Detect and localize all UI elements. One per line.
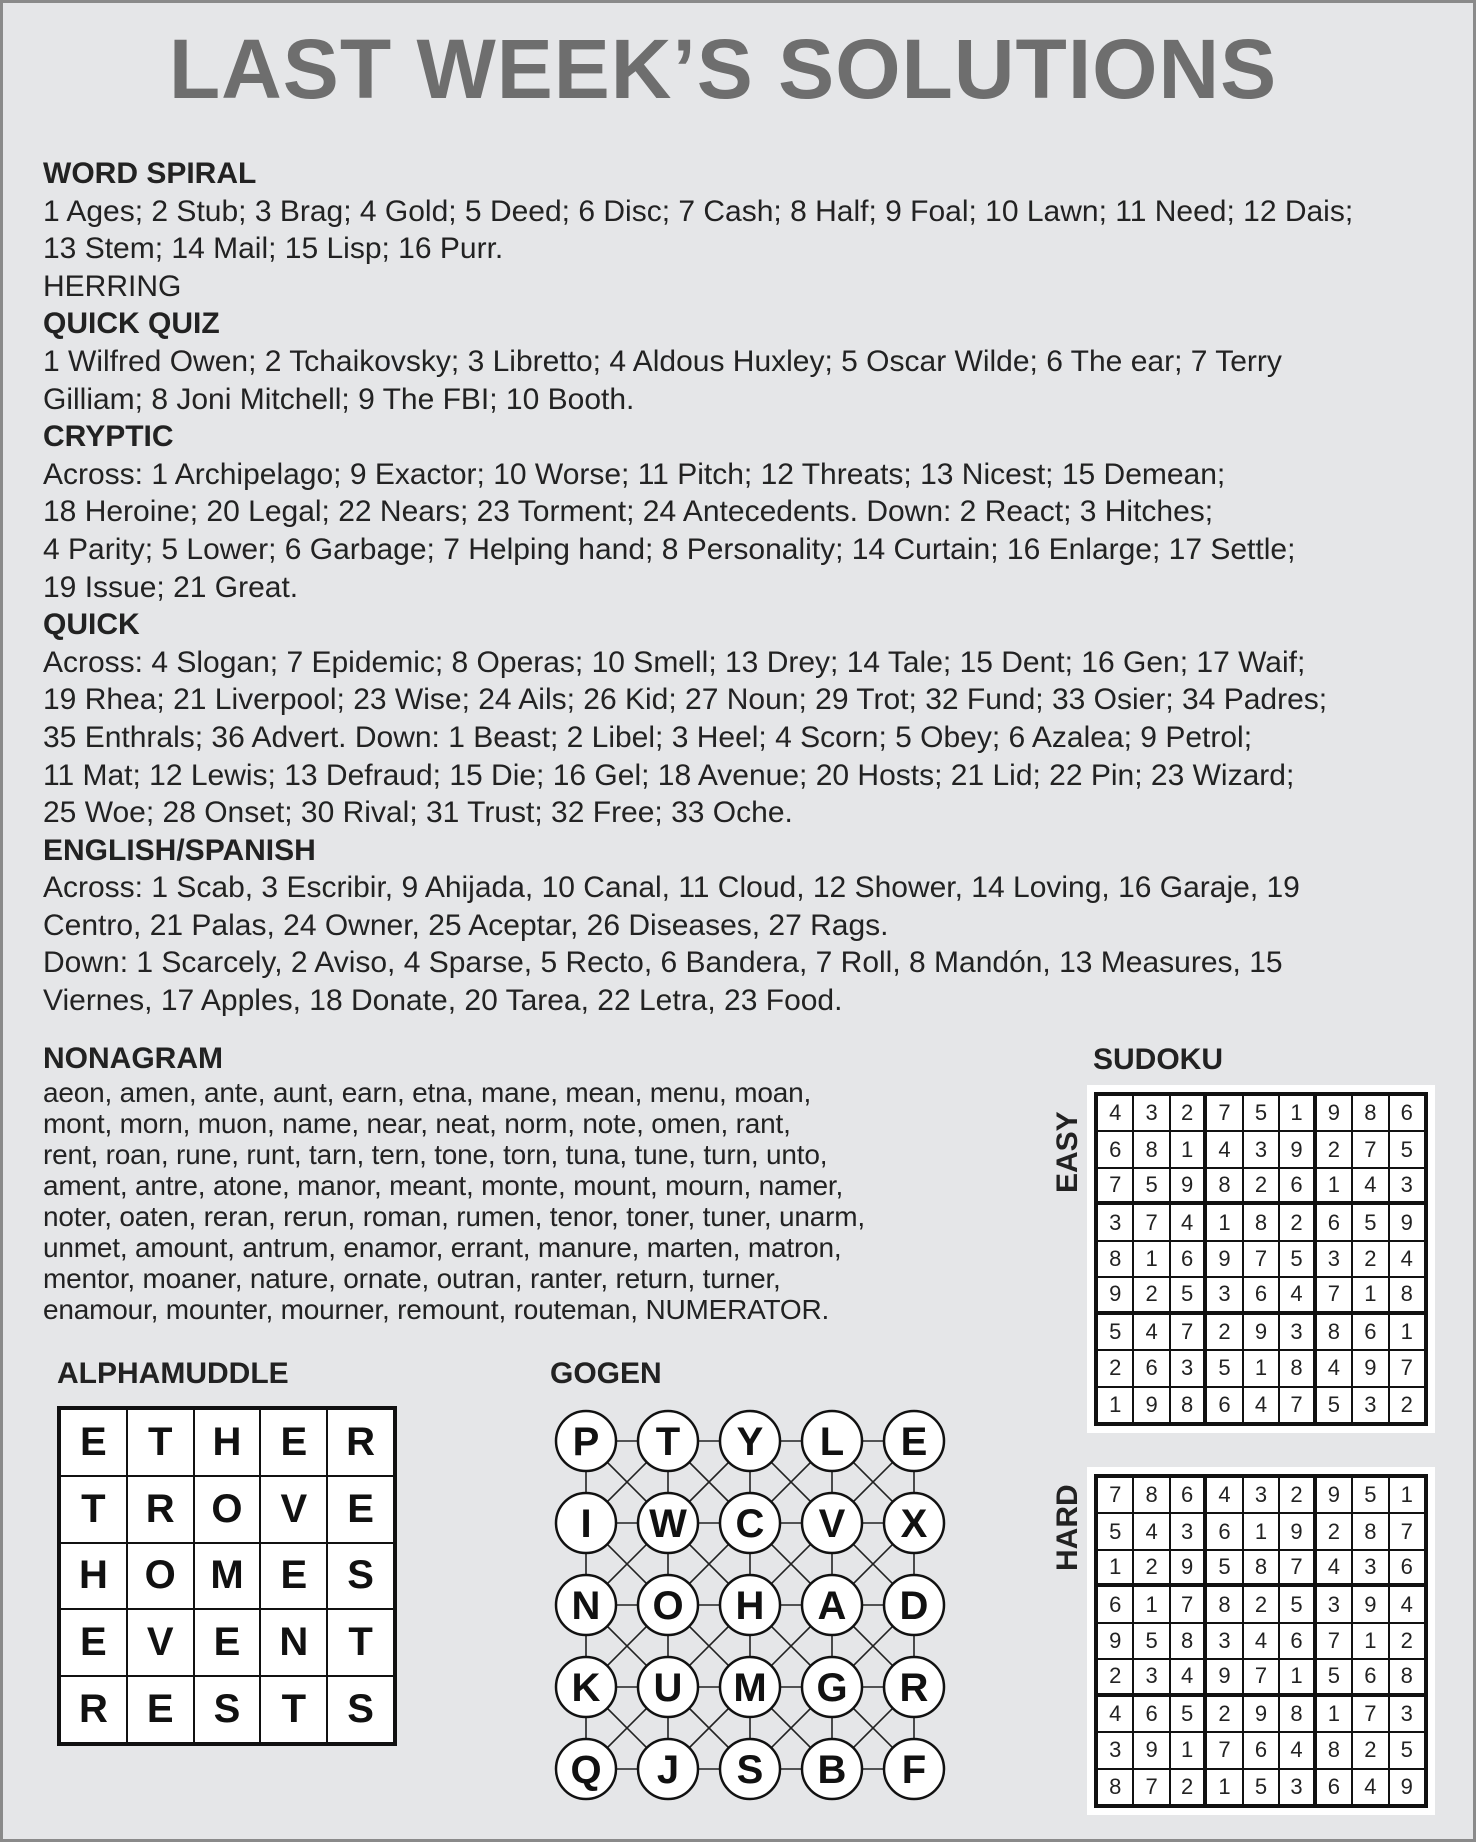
sudoku-cell: 2 — [1279, 1204, 1315, 1240]
sudoku-cell: 7 — [1352, 1696, 1388, 1732]
alphamuddle-cell: H — [60, 1543, 127, 1610]
sudoku-cell: 4 — [1389, 1241, 1425, 1277]
gogen-grid — [553, 1408, 953, 1808]
sudoku-cell: 6 — [1389, 1095, 1425, 1131]
nonagram-line: enamour, mounter, mourner, remount, routeman, NUMERATOR. — [43, 1294, 830, 1325]
alphamuddle-cell: T — [60, 1476, 127, 1543]
sudoku-cell: 6 — [1206, 1513, 1242, 1549]
gogen-node — [884, 1739, 944, 1799]
alphamuddle-cell: E — [260, 1409, 327, 1476]
sudoku-cell: 3 — [1170, 1513, 1206, 1549]
sudoku-cell: 1 — [1352, 1277, 1388, 1313]
sudoku-heading: SUDOKU — [1093, 1043, 1224, 1076]
alphamuddle-cell: E — [327, 1476, 394, 1543]
answers-block — [43, 155, 1443, 1020]
sudoku-cell: 9 — [1389, 1769, 1425, 1805]
sudoku-cell: 8 — [1170, 1387, 1206, 1423]
alphamuddle-cell: E — [60, 1609, 127, 1676]
sudoku-cell: 8 — [1206, 1168, 1242, 1204]
nonagram-line: mentor, moaner, nature, ornate, outran, ranter, return, turner, — [43, 1263, 781, 1294]
sudoku-cell: 4 — [1170, 1659, 1206, 1695]
gogen-letter: D — [899, 1584, 929, 1628]
sudoku-cell: 6 — [1097, 1586, 1133, 1622]
gogen-node — [720, 1739, 780, 1799]
sudoku-cell: 4 — [1352, 1769, 1388, 1805]
sudoku-cell: 5 — [1097, 1513, 1133, 1549]
gogen-letter: W — [649, 1502, 687, 1546]
sudoku-cell: 8 — [1170, 1623, 1206, 1659]
sudoku-cell: 1 — [1243, 1513, 1279, 1549]
section-line: 25 Woe; 28 Onset; 30 Rival; 31 Trust; 32 Free; 33 Oche. — [43, 796, 793, 830]
gogen-letter: C — [735, 1502, 765, 1546]
sudoku-cell: 9 — [1352, 1350, 1388, 1386]
alphamuddle-cell: R — [60, 1676, 127, 1743]
sudoku-cell: 5 — [1170, 1277, 1206, 1313]
section-line: 19 Issue; 21 Great. — [43, 570, 299, 604]
section-line: 35 Enthrals; 36 Advert. Down: 1 Beast; 2 Libel; 3 Heel; 4 Scorn; 5 Obey; 6 Azalea; 9 Petrol; — [43, 720, 1253, 754]
sudoku-cell: 5 — [1316, 1659, 1352, 1695]
sudoku-cell: 4 — [1279, 1732, 1315, 1768]
gogen-node — [720, 1493, 780, 1553]
sudoku-easy-panel — [1087, 1085, 1435, 1433]
sudoku-cell: 7 — [1389, 1513, 1425, 1549]
sudoku-cell: 2 — [1133, 1550, 1169, 1586]
sudoku-hard-panel — [1087, 1467, 1435, 1815]
sudoku-cell: 2 — [1243, 1586, 1279, 1622]
alphamuddle-cell: S — [327, 1676, 394, 1743]
sudoku-cell: 7 — [1206, 1732, 1242, 1768]
gogen-node — [556, 1493, 616, 1553]
section-line: Gilliam; 8 Joni Mitchell; 9 The FBI; 10 Booth. — [43, 382, 635, 416]
sudoku-cell: 3 — [1133, 1095, 1169, 1131]
sudoku-cell: 4 — [1279, 1277, 1315, 1313]
section-line: Down: 1 Scarcely, 2 Aviso, 4 Sparse, 5 Recto, 6 Bandera, 7 Roll, 8 Mandón, 13 Measures, 15 — [43, 946, 1283, 980]
sudoku-cell: 8 — [1279, 1696, 1315, 1732]
sudoku-cell: 7 — [1097, 1168, 1133, 1204]
sudoku-cell: 3 — [1389, 1168, 1425, 1204]
gogen-letter: I — [580, 1502, 592, 1546]
gogen-node — [802, 1575, 862, 1635]
gogen-heading: GOGEN — [550, 1357, 662, 1390]
sudoku-cell: 3 — [1097, 1204, 1133, 1240]
sudoku-cell: 7 — [1133, 1204, 1169, 1240]
gogen-node — [638, 1493, 698, 1553]
gogen-letter: X — [900, 1502, 928, 1546]
section-heading: WORD SPIRAL — [43, 157, 257, 190]
gogen-node — [802, 1493, 862, 1553]
gogen-node — [638, 1575, 698, 1635]
sudoku-cell: 9 — [1206, 1241, 1242, 1277]
sudoku-cell: 2 — [1352, 1241, 1388, 1277]
sudoku-cell: 8 — [1206, 1586, 1242, 1622]
sudoku-cell: 1 — [1389, 1477, 1425, 1513]
sudoku-cell: 7 — [1170, 1314, 1206, 1350]
sudoku-cell: 7 — [1243, 1659, 1279, 1695]
sudoku-cell: 4 — [1316, 1550, 1352, 1586]
sudoku-cell: 9 — [1316, 1477, 1352, 1513]
sudoku-cell: 7 — [1170, 1586, 1206, 1622]
gogen-node — [556, 1411, 616, 1471]
section-line: 1 Ages; 2 Stub; 3 Brag; 4 Gold; 5 Deed; 6 Disc; 7 Cash; 8 Half; 9 Foal; 10 Lawn; 11 Need; 12 Dais; — [43, 194, 1354, 228]
sudoku-cell: 9 — [1389, 1204, 1425, 1240]
section-heading: ENGLISH/SPANISH — [43, 833, 316, 867]
alphamuddle-cell: E — [127, 1676, 194, 1743]
alphamuddle-cell: O — [127, 1543, 194, 1610]
sudoku-cell: 4 — [1389, 1586, 1425, 1622]
sudoku-cell: 3 — [1206, 1277, 1242, 1313]
sudoku-cell: 2 — [1133, 1277, 1169, 1313]
sudoku-cell: 4 — [1097, 1095, 1133, 1131]
sudoku-cell: 5 — [1206, 1550, 1242, 1586]
section-heading: QUICK — [43, 608, 140, 642]
sudoku-cell: 1 — [1097, 1550, 1133, 1586]
sudoku-cell: 5 — [1133, 1623, 1169, 1659]
sudoku-cell: 8 — [1389, 1277, 1425, 1313]
section-line: 19 Rhea; 21 Liverpool; 23 Wise; 24 Ails; 26 Kid; 27 Noun; 29 Trot; 32 Fund; 33 Osier; 34 Padres; — [43, 683, 1328, 717]
alphamuddle-cell: T — [260, 1676, 327, 1743]
sudoku-cell: 4 — [1206, 1477, 1242, 1513]
sudoku-cell: 5 — [1097, 1314, 1133, 1350]
sudoku-cell: 5 — [1352, 1204, 1388, 1240]
gogen-letter: U — [653, 1666, 683, 1710]
nonagram-line: mont, morn, muon, name, near, neat, norm, note, omen, rant, — [43, 1108, 791, 1139]
sudoku-cell: 6 — [1170, 1241, 1206, 1277]
sudoku-cell: 2 — [1097, 1659, 1133, 1695]
sudoku-cell: 5 — [1279, 1586, 1315, 1622]
gogen-node — [556, 1657, 616, 1717]
sudoku-cell: 5 — [1243, 1095, 1279, 1131]
sudoku-cell: 9 — [1243, 1696, 1279, 1732]
section-line: 1 Wilfred Owen; 2 Tchaikovsky; 3 Libretto; 4 Aldous Huxley; 5 Oscar Wilde; 6 The ear; 7 Terry — [43, 344, 1282, 378]
sudoku-cell: 1 — [1133, 1586, 1169, 1622]
sudoku-cell: 5 — [1206, 1350, 1242, 1386]
section-line: 18 Heroine; 20 Legal; 22 Nears; 23 Torment; 24 Antecedents. Down: 2 React; 3 Hitches; — [43, 495, 1214, 529]
sudoku-cell: 5 — [1133, 1168, 1169, 1204]
sudoku-cell: 6 — [1170, 1477, 1206, 1513]
nonagram-line: unmet, amount, antrum, enamor, errant, manure, marten, matron, — [43, 1232, 842, 1263]
gogen-letter: K — [571, 1666, 601, 1710]
sudoku-cell: 3 — [1279, 1314, 1315, 1350]
sudoku-easy-grid — [1094, 1092, 1428, 1426]
nonagram-line: rent, roan, rune, runt, tarn, tern, tone, torn, tuna, tune, turn, unto, — [43, 1139, 828, 1170]
section-heading: QUICK QUIZ — [43, 307, 220, 341]
sudoku-cell: 1 — [1316, 1168, 1352, 1204]
sudoku-cell: 1 — [1279, 1659, 1315, 1695]
sudoku-cell: 3 — [1243, 1131, 1279, 1167]
alphamuddle-cell: S — [194, 1676, 261, 1743]
sudoku-cell: 7 — [1279, 1550, 1315, 1586]
gogen-node — [884, 1493, 944, 1553]
alphamuddle-cell: E — [60, 1409, 127, 1476]
sudoku-cell: 2 — [1316, 1131, 1352, 1167]
sudoku-cell: 4 — [1133, 1314, 1169, 1350]
gogen-letter: M — [733, 1666, 767, 1710]
section-line: 13 Stem; 14 Mail; 15 Lisp; 16 Purr. — [43, 232, 504, 266]
alphamuddle-cell: T — [327, 1609, 394, 1676]
gogen-letter: G — [816, 1666, 848, 1710]
gogen-node — [884, 1657, 944, 1717]
gogen-letter: N — [571, 1584, 601, 1628]
sudoku-hard-label: HARD — [1051, 1484, 1084, 1571]
section-line: 4 Parity; 5 Lower; 6 Garbage; 7 Helping hand; 8 Personality; 14 Curtain; 16 Enlarge; 17 Settle; — [43, 532, 1296, 566]
gogen-letter: R — [899, 1666, 929, 1710]
alphamuddle-heading: ALPHAMUDDLE — [57, 1357, 289, 1390]
sudoku-cell: 8 — [1133, 1477, 1169, 1513]
sudoku-cell: 1 — [1352, 1623, 1388, 1659]
alphamuddle-cell: R — [127, 1476, 194, 1543]
sudoku-cell: 3 — [1243, 1477, 1279, 1513]
sudoku-cell: 4 — [1243, 1623, 1279, 1659]
sudoku-cell: 8 — [1389, 1659, 1425, 1695]
section-line: HERRING — [43, 269, 182, 303]
sudoku-cell: 2 — [1389, 1623, 1425, 1659]
sudoku-cell: 5 — [1316, 1387, 1352, 1423]
sudoku-cell: 5 — [1389, 1732, 1425, 1768]
sudoku-cell: 9 — [1206, 1659, 1242, 1695]
sudoku-cell: 8 — [1097, 1769, 1133, 1805]
sudoku-cell: 3 — [1316, 1241, 1352, 1277]
sudoku-cell: 7 — [1097, 1477, 1133, 1513]
alphamuddle-grid — [57, 1406, 397, 1746]
sudoku-cell: 8 — [1243, 1204, 1279, 1240]
sudoku-cell: 9 — [1097, 1623, 1133, 1659]
gogen-letter: T — [655, 1420, 681, 1464]
sudoku-cell: 1 — [1206, 1769, 1242, 1805]
sudoku-cell: 8 — [1352, 1095, 1388, 1131]
sudoku-cell: 6 — [1206, 1387, 1242, 1423]
gogen-letter: Q — [570, 1748, 602, 1792]
alphamuddle-cell: O — [194, 1476, 261, 1543]
gogen-letter: E — [900, 1420, 928, 1464]
sudoku-cell: 4 — [1316, 1350, 1352, 1386]
sudoku-cell: 2 — [1316, 1513, 1352, 1549]
gogen-letter: S — [736, 1748, 764, 1792]
sudoku-cell: 1 — [1170, 1131, 1206, 1167]
sudoku-cell: 4 — [1133, 1513, 1169, 1549]
sudoku-cell: 1 — [1389, 1314, 1425, 1350]
section-line: Across: 4 Slogan; 7 Epidemic; 8 Operas; 10 Smell; 13 Drey; 14 Tale; 15 Dent; 16 Gen; 17 Waif; — [43, 645, 1306, 679]
alphamuddle-cell: V — [127, 1609, 194, 1676]
nonagram-line: ament, antre, atone, manor, meant, monte, mount, mourn, namer, — [43, 1170, 844, 1201]
sudoku-cell: 9 — [1352, 1586, 1388, 1622]
sudoku-cell: 1 — [1206, 1204, 1242, 1240]
sudoku-cell: 6 — [1279, 1168, 1315, 1204]
gogen-letter: A — [817, 1584, 847, 1628]
sudoku-cell: 9 — [1279, 1513, 1315, 1549]
sudoku-cell: 6 — [1243, 1732, 1279, 1768]
sudoku-cell: 7 — [1133, 1769, 1169, 1805]
gogen-node — [556, 1739, 616, 1799]
section-line: 11 Mat; 12 Lewis; 13 Defraud; 15 Die; 16 Gel; 18 Avenue; 20 Hosts; 21 Lid; 22 Pin; 23 Wizard; — [43, 758, 1295, 792]
sudoku-cell: 6 — [1316, 1204, 1352, 1240]
gogen-letter: J — [656, 1748, 680, 1792]
sudoku-cell: 3 — [1352, 1550, 1388, 1586]
sudoku-cell: 7 — [1352, 1131, 1388, 1167]
sudoku-cell: 9 — [1097, 1277, 1133, 1313]
sudoku-cell: 9 — [1316, 1095, 1352, 1131]
sudoku-cell: 2 — [1389, 1387, 1425, 1423]
gogen-letter: H — [735, 1584, 765, 1628]
section-line: Across: 1 Scab, 3 Escribir, 9 Ahijada, 10 Canal, 11 Cloud, 12 Shower, 14 Loving, 16 Garaje, 19 — [43, 871, 1300, 905]
alphamuddle-cell: N — [260, 1609, 327, 1676]
sudoku-cell: 3 — [1389, 1696, 1425, 1732]
gogen-node — [556, 1575, 616, 1635]
section-heading: CRYPTIC — [43, 420, 174, 454]
sudoku-cell: 7 — [1389, 1350, 1425, 1386]
sudoku-cell: 8 — [1316, 1314, 1352, 1350]
sudoku-cell: 5 — [1243, 1769, 1279, 1805]
sudoku-cell: 1 — [1133, 1241, 1169, 1277]
nonagram-answers — [43, 1077, 1003, 1325]
gogen-letter: V — [818, 1502, 846, 1546]
alphamuddle-cell: E — [194, 1609, 261, 1676]
sudoku-cell: 7 — [1316, 1623, 1352, 1659]
gogen-letter: O — [652, 1584, 684, 1628]
nonagram-line: noter, oaten, reran, rerun, roman, rumen, tenor, toner, tuner, unarm, — [43, 1201, 866, 1232]
sudoku-cell: 1 — [1170, 1732, 1206, 1768]
sudoku-cell: 6 — [1279, 1623, 1315, 1659]
sudoku-cell: 3 — [1097, 1732, 1133, 1768]
sudoku-cell: 2 — [1206, 1696, 1242, 1732]
sudoku-cell: 6 — [1133, 1696, 1169, 1732]
sudoku-cell: 9 — [1279, 1131, 1315, 1167]
gogen-node — [638, 1739, 698, 1799]
sudoku-cell: 3 — [1170, 1350, 1206, 1386]
sudoku-cell: 1 — [1097, 1387, 1133, 1423]
sudoku-cell: 6 — [1352, 1314, 1388, 1350]
alphamuddle-cell: S — [327, 1543, 394, 1610]
sudoku-cell: 7 — [1279, 1387, 1315, 1423]
sudoku-cell: 6 — [1389, 1550, 1425, 1586]
alphamuddle-cell: M — [194, 1543, 261, 1610]
gogen-node — [802, 1411, 862, 1471]
sudoku-cell: 5 — [1352, 1477, 1388, 1513]
gogen-node — [802, 1657, 862, 1717]
gogen-node — [638, 1411, 698, 1471]
alphamuddle-cell: R — [327, 1409, 394, 1476]
sudoku-cell: 4 — [1243, 1387, 1279, 1423]
gogen-letter: B — [817, 1748, 847, 1792]
sudoku-cell: 7 — [1316, 1277, 1352, 1313]
sudoku-cell: 2 — [1279, 1477, 1315, 1513]
sudoku-cell: 9 — [1133, 1732, 1169, 1768]
sudoku-cell: 9 — [1243, 1314, 1279, 1350]
gogen-letter: P — [572, 1420, 600, 1464]
sudoku-cell: 5 — [1170, 1696, 1206, 1732]
gogen-node — [802, 1739, 862, 1799]
sudoku-cell: 8 — [1133, 1131, 1169, 1167]
sudoku-cell: 6 — [1352, 1659, 1388, 1695]
sudoku-cell: 2 — [1170, 1769, 1206, 1805]
sudoku-cell: 2 — [1206, 1314, 1242, 1350]
sudoku-hard-grid — [1094, 1474, 1428, 1808]
sudoku-cell: 2 — [1170, 1095, 1206, 1131]
sudoku-cell: 6 — [1097, 1131, 1133, 1167]
sudoku-cell: 5 — [1279, 1241, 1315, 1277]
section-line: Centro, 21 Palas, 24 Owner, 25 Aceptar, 26 Diseases, 27 Rags. — [43, 908, 889, 942]
sudoku-cell: 1 — [1243, 1350, 1279, 1386]
sudoku-cell: 8 — [1316, 1732, 1352, 1768]
sudoku-cell: 8 — [1243, 1550, 1279, 1586]
gogen-node — [720, 1657, 780, 1717]
sudoku-cell: 3 — [1316, 1586, 1352, 1622]
sudoku-cell: 3 — [1352, 1387, 1388, 1423]
gogen-letter: F — [901, 1748, 927, 1792]
gogen-node — [884, 1411, 944, 1471]
sudoku-cell: 7 — [1206, 1095, 1242, 1131]
gogen-node — [720, 1575, 780, 1635]
sudoku-cell: 4 — [1097, 1696, 1133, 1732]
sudoku-cell: 4 — [1206, 1131, 1242, 1167]
section-line: Across: 1 Archipelago; 9 Exactor; 10 Worse; 11 Pitch; 12 Threats; 13 Nicest; 15 Demean; — [43, 457, 1226, 491]
sudoku-cell: 9 — [1170, 1168, 1206, 1204]
sudoku-cell: 2 — [1243, 1168, 1279, 1204]
sudoku-cell: 5 — [1389, 1131, 1425, 1167]
sudoku-cell: 2 — [1097, 1350, 1133, 1386]
sudoku-cell: 8 — [1097, 1241, 1133, 1277]
sudoku-cell: 4 — [1170, 1204, 1206, 1240]
sudoku-cell: 6 — [1243, 1277, 1279, 1313]
gogen-letter: L — [819, 1420, 845, 1464]
sudoku-cell: 1 — [1316, 1696, 1352, 1732]
sudoku-easy-label: EASY — [1051, 1111, 1084, 1193]
gogen-node — [884, 1575, 944, 1635]
gogen-node — [638, 1657, 698, 1717]
sudoku-cell: 3 — [1206, 1623, 1242, 1659]
alphamuddle-cell: H — [194, 1409, 261, 1476]
sudoku-cell: 8 — [1352, 1513, 1388, 1549]
alphamuddle-cell: V — [260, 1476, 327, 1543]
gogen-node — [720, 1411, 780, 1471]
sudoku-cell: 3 — [1133, 1659, 1169, 1695]
alphamuddle-cell: T — [127, 1409, 194, 1476]
sudoku-cell: 6 — [1316, 1769, 1352, 1805]
sudoku-cell: 7 — [1243, 1241, 1279, 1277]
alphamuddle-cell: E — [260, 1543, 327, 1610]
gogen-letter: Y — [736, 1420, 764, 1464]
sudoku-cell: 8 — [1279, 1350, 1315, 1386]
sudoku-cell: 2 — [1352, 1732, 1388, 1768]
sudoku-cell: 9 — [1133, 1387, 1169, 1423]
sudoku-cell: 6 — [1133, 1350, 1169, 1386]
sudoku-cell: 9 — [1170, 1550, 1206, 1586]
sudoku-cell: 3 — [1279, 1769, 1315, 1805]
nonagram-line: aeon, amen, ante, aunt, earn, etna, mane, mean, menu, moan, — [43, 1077, 812, 1108]
nonagram-heading: NONAGRAM — [43, 1042, 223, 1075]
sudoku-cell: 4 — [1352, 1168, 1388, 1204]
page-title: LAST WEEK’S SOLUTIONS — [168, 22, 1278, 116]
sudoku-cell: 1 — [1279, 1095, 1315, 1131]
nonagram-section — [43, 1041, 1003, 1325]
section-line: Viernes, 17 Apples, 18 Donate, 20 Tarea, 22 Letra, 23 Food. — [43, 984, 843, 1018]
